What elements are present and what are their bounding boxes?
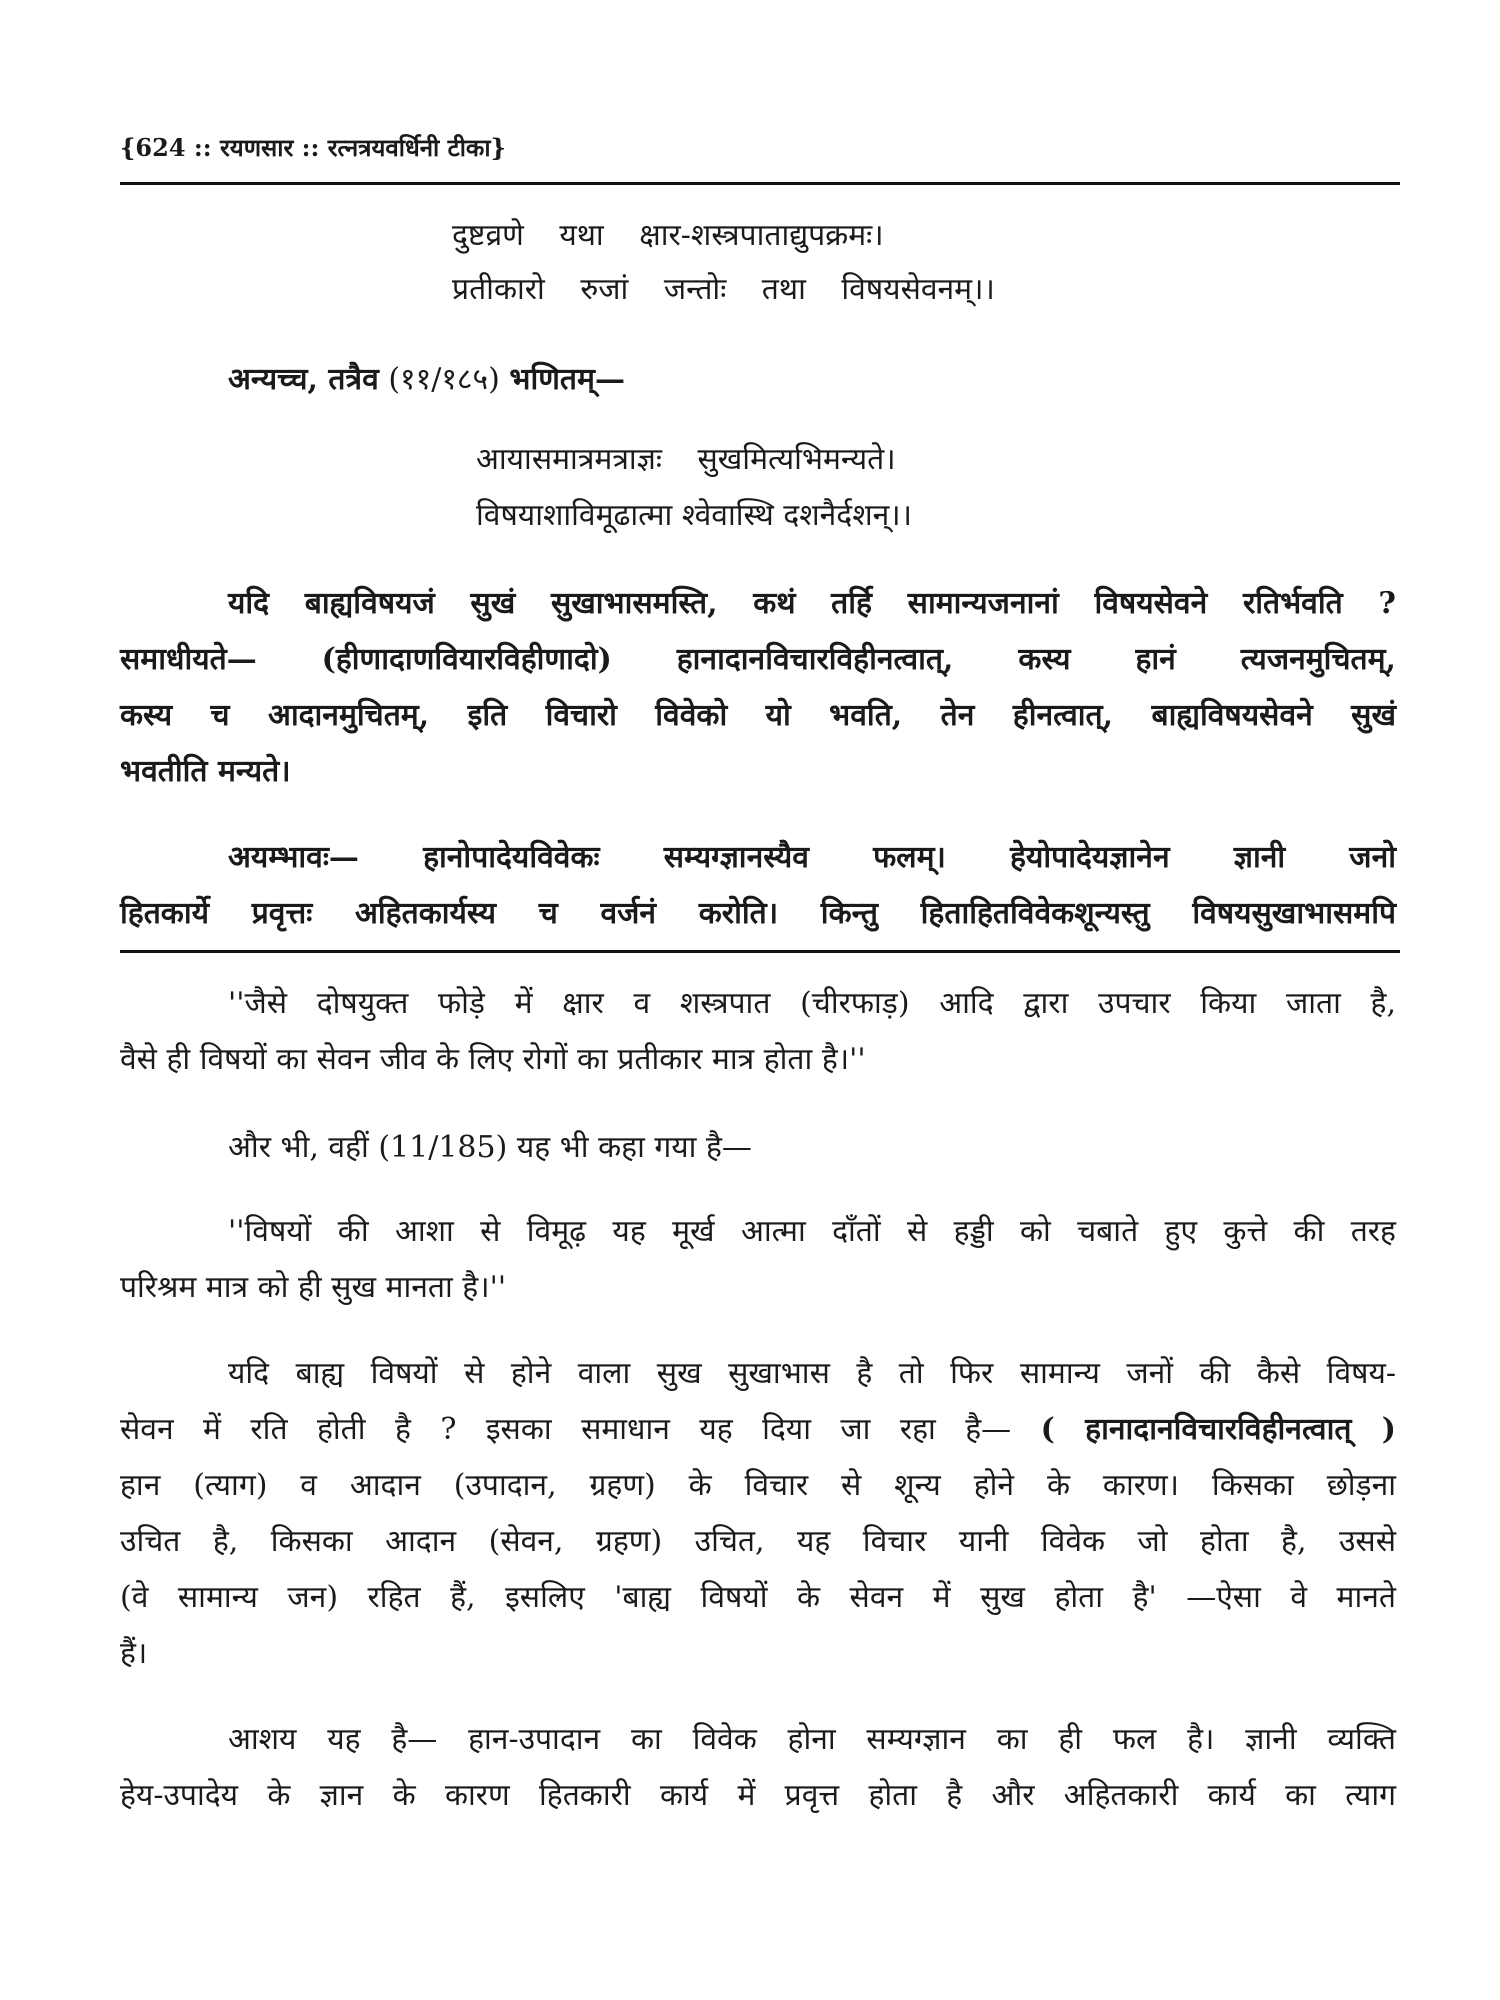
hindi-p2: और भी, वहीं (11/185) यह भी कहा गया है— [228,1130,752,1165]
sanskrit-para2-line1: अयम्भावः— हानोपादेयविवेकः सम्यग्ज्ञानस्यैव फलम्। हेयोपादेयज्ञानेन ज्ञानी जनो [228,840,1396,875]
intro-ref: (११/१८५) [388,362,500,397]
hindi-p4-line4: उचित है, किसका आदान (सेवन, ग्रहण) उचित, यह विचार यानी विवेक जो होता है, उससे [120,1524,1396,1559]
verse1-line1: दुष्टव्रणे यथा क्षार-शस्त्रपाताद्युपक्रमः। [452,218,884,253]
section-rule [120,950,1400,953]
verse2-line2: विषयाशाविमूढात्मा श्वेवास्थि दशनैर्दशन्।। [476,498,912,533]
intro-bold-b: भणितम्— [509,362,625,397]
intro-bold-a: अन्यच्च, तत्रैव [228,362,379,397]
sanskrit-para1-line4: भवतीति मन्यते। [120,754,291,789]
hindi-p4-line2-bold: ( हानादानविचारविहीनत्वात् ) [1040,1412,1396,1447]
header-rule [120,182,1400,185]
hindi-p4-line2 [120,1410,1396,1450]
hindi-p4-line5: (वे सामान्य जन) रहित हैं, इसलिए 'बाह्य विषयों के सेवन में सुख होता है' —ऐसा वे मानते [120,1580,1396,1615]
hindi-p5-line2: हेय-उपादेय के ज्ञान के कारण हितकारी कार्य में प्रवृत्त होता है और अहितकारी कार्य का त्याग [120,1778,1396,1813]
hindi-p4-line1: यदि बाह्य विषयों से होने वाला सुख सुखाभास है तो फिर सामान्य जनों की कैसे विषय- [228,1356,1396,1391]
sanskrit-para1-line3: कस्य च आदानमुचितम्, इति विचारो विवेको यो भवति, तेन हीनत्वात्, बाह्यविषयसेवने सुखं [120,698,1396,733]
hindi-p4-line2-text: सेवन में रति होती है ? इसका समाधान यह दिया जा रहा है— [120,1412,1012,1447]
hindi-p3-line2: परिश्रम मात्र को ही सुख मानता है।'' [120,1270,507,1305]
hindi-p1-line2: वैसे ही विषयों का सेवन जीव के लिए रोगों का प्रतीकार मात्र होता है।'' [120,1042,866,1077]
hindi-p3-line1: ''विषयों की आशा से विमूढ़ यह मूर्ख आत्मा दाँतों से हड्डी को चबाते हुए कुत्ते की तरह [228,1214,1396,1249]
intro-line [228,360,625,400]
verse2-line1: आयासमात्रमत्राज्ञः सुखमित्यभिमन्यते। [476,442,896,477]
hindi-p5-line1: आशय यह है— हान-उपादान का विवेक होना सम्यग्ज्ञान का ही फल है। ज्ञानी व्यक्ति [228,1722,1396,1757]
verse1-line2: प्रतीकारो रुजां जन्तोः तथा विषयसेवनम्।। [452,272,995,307]
sanskrit-para1-line2: समाधीयते— (हीणादाणवियारविहीणादो) हानादानविचारविहीनत्वात्, कस्य हानं त्यजनमुचितम्, [120,642,1396,677]
sanskrit-para1-line1: यदि बाह्यविषयजं सुखं सुखाभासमस्ति, कथं तर्हि सामान्यजनानां विषयसेवने रतिर्भवति ? [228,586,1396,621]
hindi-p4-line6: हैं। [120,1636,148,1671]
sanskrit-para2-line2: हितकार्ये प्रवृत्तः अहितकार्यस्य च वर्जनं करोति। किन्तु हिताहितविवेकशून्यस्तु विषयसुखाभासमपि [120,896,1396,931]
hindi-p1-line1: ''जैसे दोषयुक्त फोड़े में क्षार व शस्त्रपात (चीरफाड़) आदि द्वारा उपचार किया जाता है, [228,986,1396,1021]
hindi-p4-line3: हान (त्याग) व आदान (उपादान, ग्रहण) के विचार से शून्य होने के कारण। किसका छोड़ना [120,1468,1396,1503]
running-head: {624 :: रयणसार :: रत्नत्रयवर्धिनी टीका} [120,133,507,162]
